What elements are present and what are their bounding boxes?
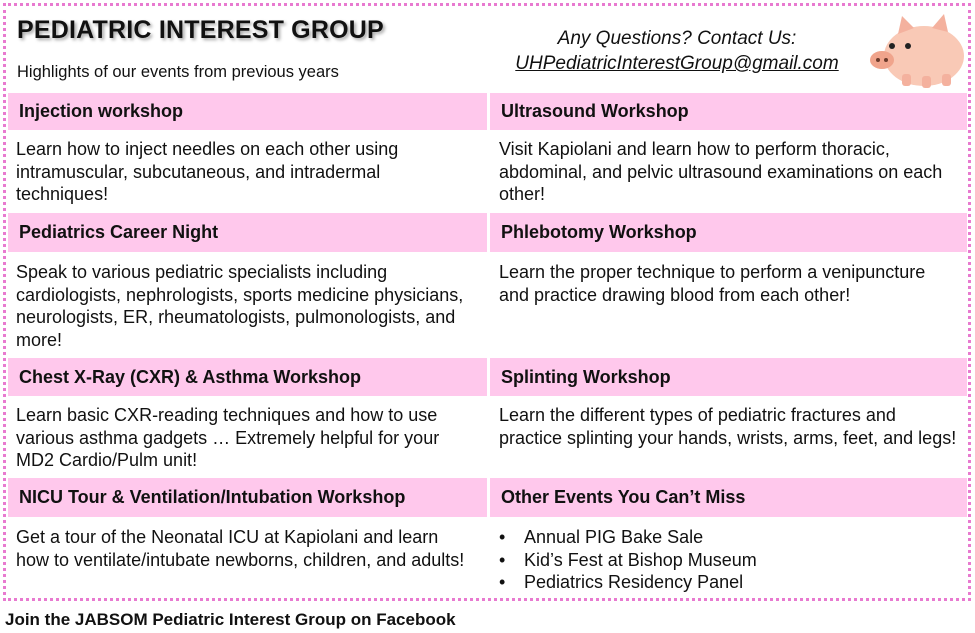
bullet-icon: • [499, 572, 506, 592]
section-header: NICU Tour & Ventilation/Intubation Workshop [8, 478, 487, 517]
contact-block [492, 26, 862, 76]
bullet-icon: • [499, 549, 506, 570]
contact-email-link[interactable]: UHPediatricInterestGroup@gmail.com [515, 53, 839, 74]
section-text: Learn the different types of pediatric fractures and practice splinting your hands, wrists, arms, feet, and legs! [499, 405, 957, 448]
section-header: Ultrasound Workshop [490, 93, 967, 130]
pig-icon [862, 8, 966, 92]
bullet-icon: • [499, 527, 506, 547]
section-header: Splinting Workshop [490, 358, 967, 396]
section-header: Chest X-Ray (CXR) & Asthma Workshop [8, 358, 487, 396]
page-title: PEDIATRIC INTEREST GROUP [17, 16, 384, 44]
section-header: Pediatrics Career Night [8, 213, 487, 252]
section-header: Injection workshop [8, 93, 487, 130]
section-text: Learn basic CXR-reading techniques and how to use various asthma gadgets … Extremely helpful for your MD2 Cardio/Pulm unit! [16, 405, 440, 470]
section-text: Speak to various pediatric specialists including cardiologists, nephrologists, sports medicine physicians, neurologists, ER, rheumatologists, pulmonologists, and more! [16, 262, 464, 350]
facebook-call-to-action: Join the JABSOM Pediatric Interest Group on Facebook [5, 610, 456, 629]
page-subtitle: Highlights of our events from previous years [17, 63, 339, 81]
section-text: Learn the proper technique to perform a venipuncture and practice drawing blood from each other! [499, 262, 926, 305]
list-item: • Kid’s Fest at Bishop Museum [499, 549, 757, 570]
section-text: Visit Kapiolani and learn how to perform thoracic, abdominal, and pelvic ultrasound examinations on each other! [499, 139, 943, 204]
list-item: • Annual PIG Bake Sale [499, 527, 704, 547]
list-item: • Pediatrics Residency Panel [499, 572, 744, 592]
section-text: Learn how to inject needles on each other using intramuscular, subcutaneous, and intradermal techniques! [16, 139, 399, 204]
section-header: Phlebotomy Workshop [490, 213, 967, 252]
section-header: Other Events You Can’t Miss [490, 478, 967, 517]
other-events-list [499, 526, 959, 594]
section-text: Get a tour of the Neonatal ICU at Kapiolani and learn how to ventilate/intubate newborns, children, and adults! [16, 527, 465, 570]
contact-label: Any Questions? Contact Us: [557, 28, 797, 49]
